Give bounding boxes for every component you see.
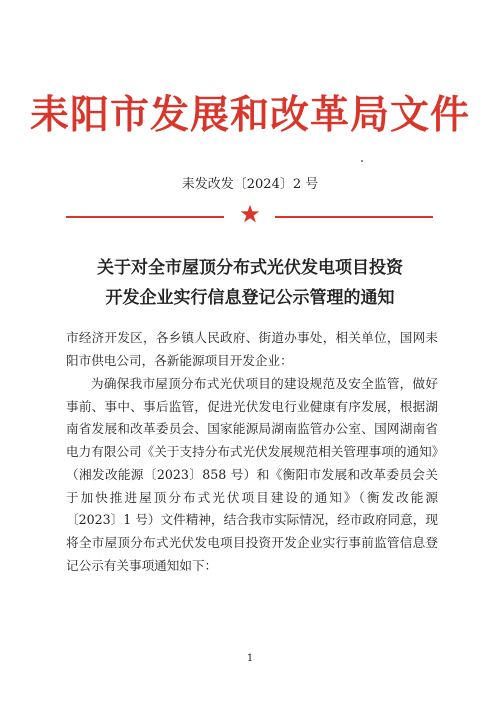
body-paragraph: 为确保我市屋顶分布式光伏项目的建设规范及安全监管，做好事前、事中、事后监管，促进光伏发电行业健康有序发展，根据湖南省发展和改革委员会、国家能源局湖南监管办公室、国网湖南省电力有限公司《关于支持分布式光伏发展规范相关管理事项的通知》（湘发改能源〔2023〕858 号）和《衡阳市发展和改革委员会关于加快推进屋顶分布式光伏项目建设的通知》（衡发改能源〔2023〕1 号）文件精神，结合我市实际情况，经市政府同意，现将全市屋顶分布式光伏发电项目投资开发企业实行事前监管信息登记公示有关事项通知如下： xyxy=(66,376,438,573)
notice-title-line-1: 关于对全市屋顶分布式光伏发电项目投资 xyxy=(97,258,403,278)
addressees: 市经济开发区，各乡镇人民政府、街道办事处，相关单位，国网耒阳市供电公司，各新能源项目开发企业： xyxy=(66,330,438,368)
decorative-dot xyxy=(361,160,363,162)
document-number: 耒发改发〔2024〕2 号 xyxy=(181,177,319,192)
document-header-title: 耒阳市发展和改革局文件 xyxy=(29,93,470,138)
notice-title xyxy=(0,253,500,313)
page-number: 1 xyxy=(246,653,254,664)
star-icon xyxy=(240,204,260,224)
notice-title-line-2: 开发企业实行信息登记公示管理的通知 xyxy=(105,288,395,308)
divider-line-right xyxy=(275,216,433,218)
divider-line-left xyxy=(66,216,224,218)
